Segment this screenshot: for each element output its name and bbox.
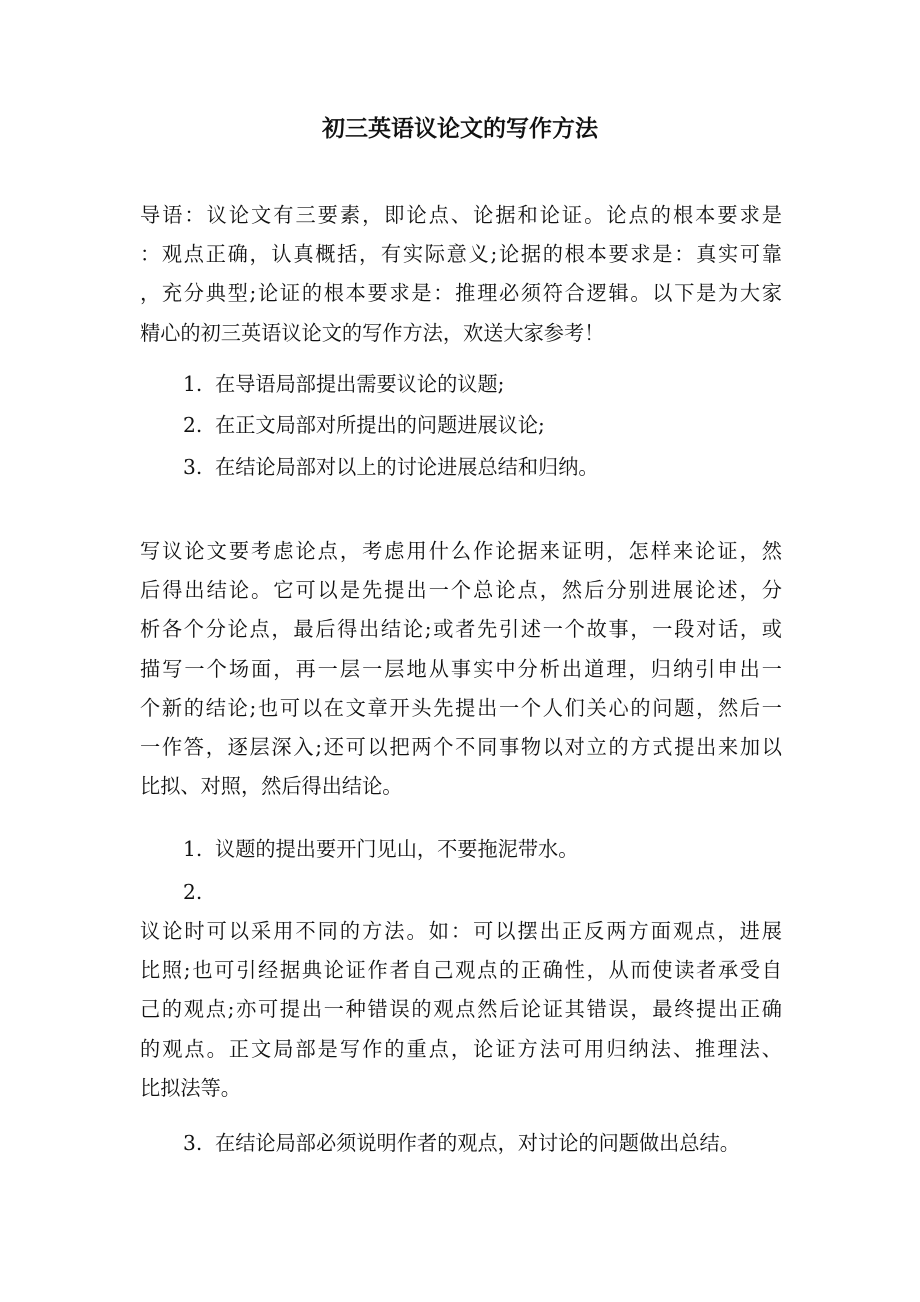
list-item-number: 3.	[183, 1131, 203, 1155]
list-item	[183, 369, 504, 399]
paragraph-line: 比照;也可引经据典论证作者自己观点的正确性，从而使读者承受自	[140, 958, 782, 983]
list-item	[183, 1128, 740, 1158]
body-paragraph	[140, 912, 782, 1108]
document-title: 初三英语议论文的写作方法	[322, 115, 598, 142]
list-item-number: 1.	[183, 837, 203, 861]
list-item-text: 在结论局部必须说明作者的观点，对讨论的问题做出总结。	[215, 1131, 740, 1155]
paragraph-line: 个新的结论;也可以在文章开头先提出一个人们关心的问题，然后一	[140, 695, 782, 720]
list-item-text: 在导语局部提出需要议论的议题;	[215, 372, 505, 396]
paragraph-line: 写议论文要考虑论点，考虑用什么作论据来证明，怎样来论证，然	[140, 539, 782, 563]
list-item	[183, 877, 215, 907]
paragraph-line: 比拟、对照，然后得出结论。	[140, 774, 403, 799]
paragraph-line: 后得出结论。它可以是先提出一个总论点，然后分别进展论述，分	[140, 578, 782, 603]
paragraph-line: 描写一个场面，再一层一层地从事实中分析出道理，归纳引申出一	[140, 656, 782, 681]
list-item	[183, 452, 599, 482]
paragraph-line: 比拟法等。	[140, 1075, 241, 1100]
list-item	[183, 410, 545, 440]
paragraph-line: 析各个分论点，最后得出结论;或者先引述一个故事，一段对话，或	[140, 617, 782, 642]
paragraph-line: 己的观点;亦可提出一种错误的观点然后论证其错误，最终提出正确	[140, 997, 782, 1022]
list-item-text: 议题的提出要开门见山，不要拖泥带水。	[215, 837, 579, 861]
list-item	[183, 834, 578, 864]
list-item-text: 在正文局部对所提出的问题进展议论;	[215, 413, 545, 437]
paragraph-line: 导语：议论文有三要素，即论点、论据和论证。论点的根本要求是	[140, 203, 782, 227]
list-item-number: 3.	[183, 455, 203, 479]
paragraph-line: 一作答，逐层深入;还可以把两个不同事物以对立的方式提出来加以	[140, 734, 782, 759]
list-item-number: 2.	[183, 413, 203, 437]
paragraph-line: ，充分典型;论证的根本要求是：推理必须符合逻辑。以下是为大家	[140, 281, 782, 306]
paragraph-line: 的观点。正文局部是写作的重点，论证方法可用归纳法、推理法、	[140, 1036, 782, 1061]
list-item-text: 在结论局部对以上的讨论进展总结和归纳。	[215, 455, 599, 479]
paragraph-line: 精心的初三英语议论文的写作方法，欢送大家参考！	[140, 320, 605, 345]
paragraph-line: 议论时可以采用不同的方法。如：可以摆出正反两方面观点，进展	[140, 919, 782, 943]
paragraph-line: ：观点正确，认真概括，有实际意义;论据的根本要求是：真实可靠	[140, 242, 782, 267]
list-item-number: 1.	[183, 372, 203, 396]
intro-paragraph	[140, 196, 782, 353]
body-paragraph	[140, 532, 782, 806]
list-item-number: 2.	[183, 880, 203, 904]
